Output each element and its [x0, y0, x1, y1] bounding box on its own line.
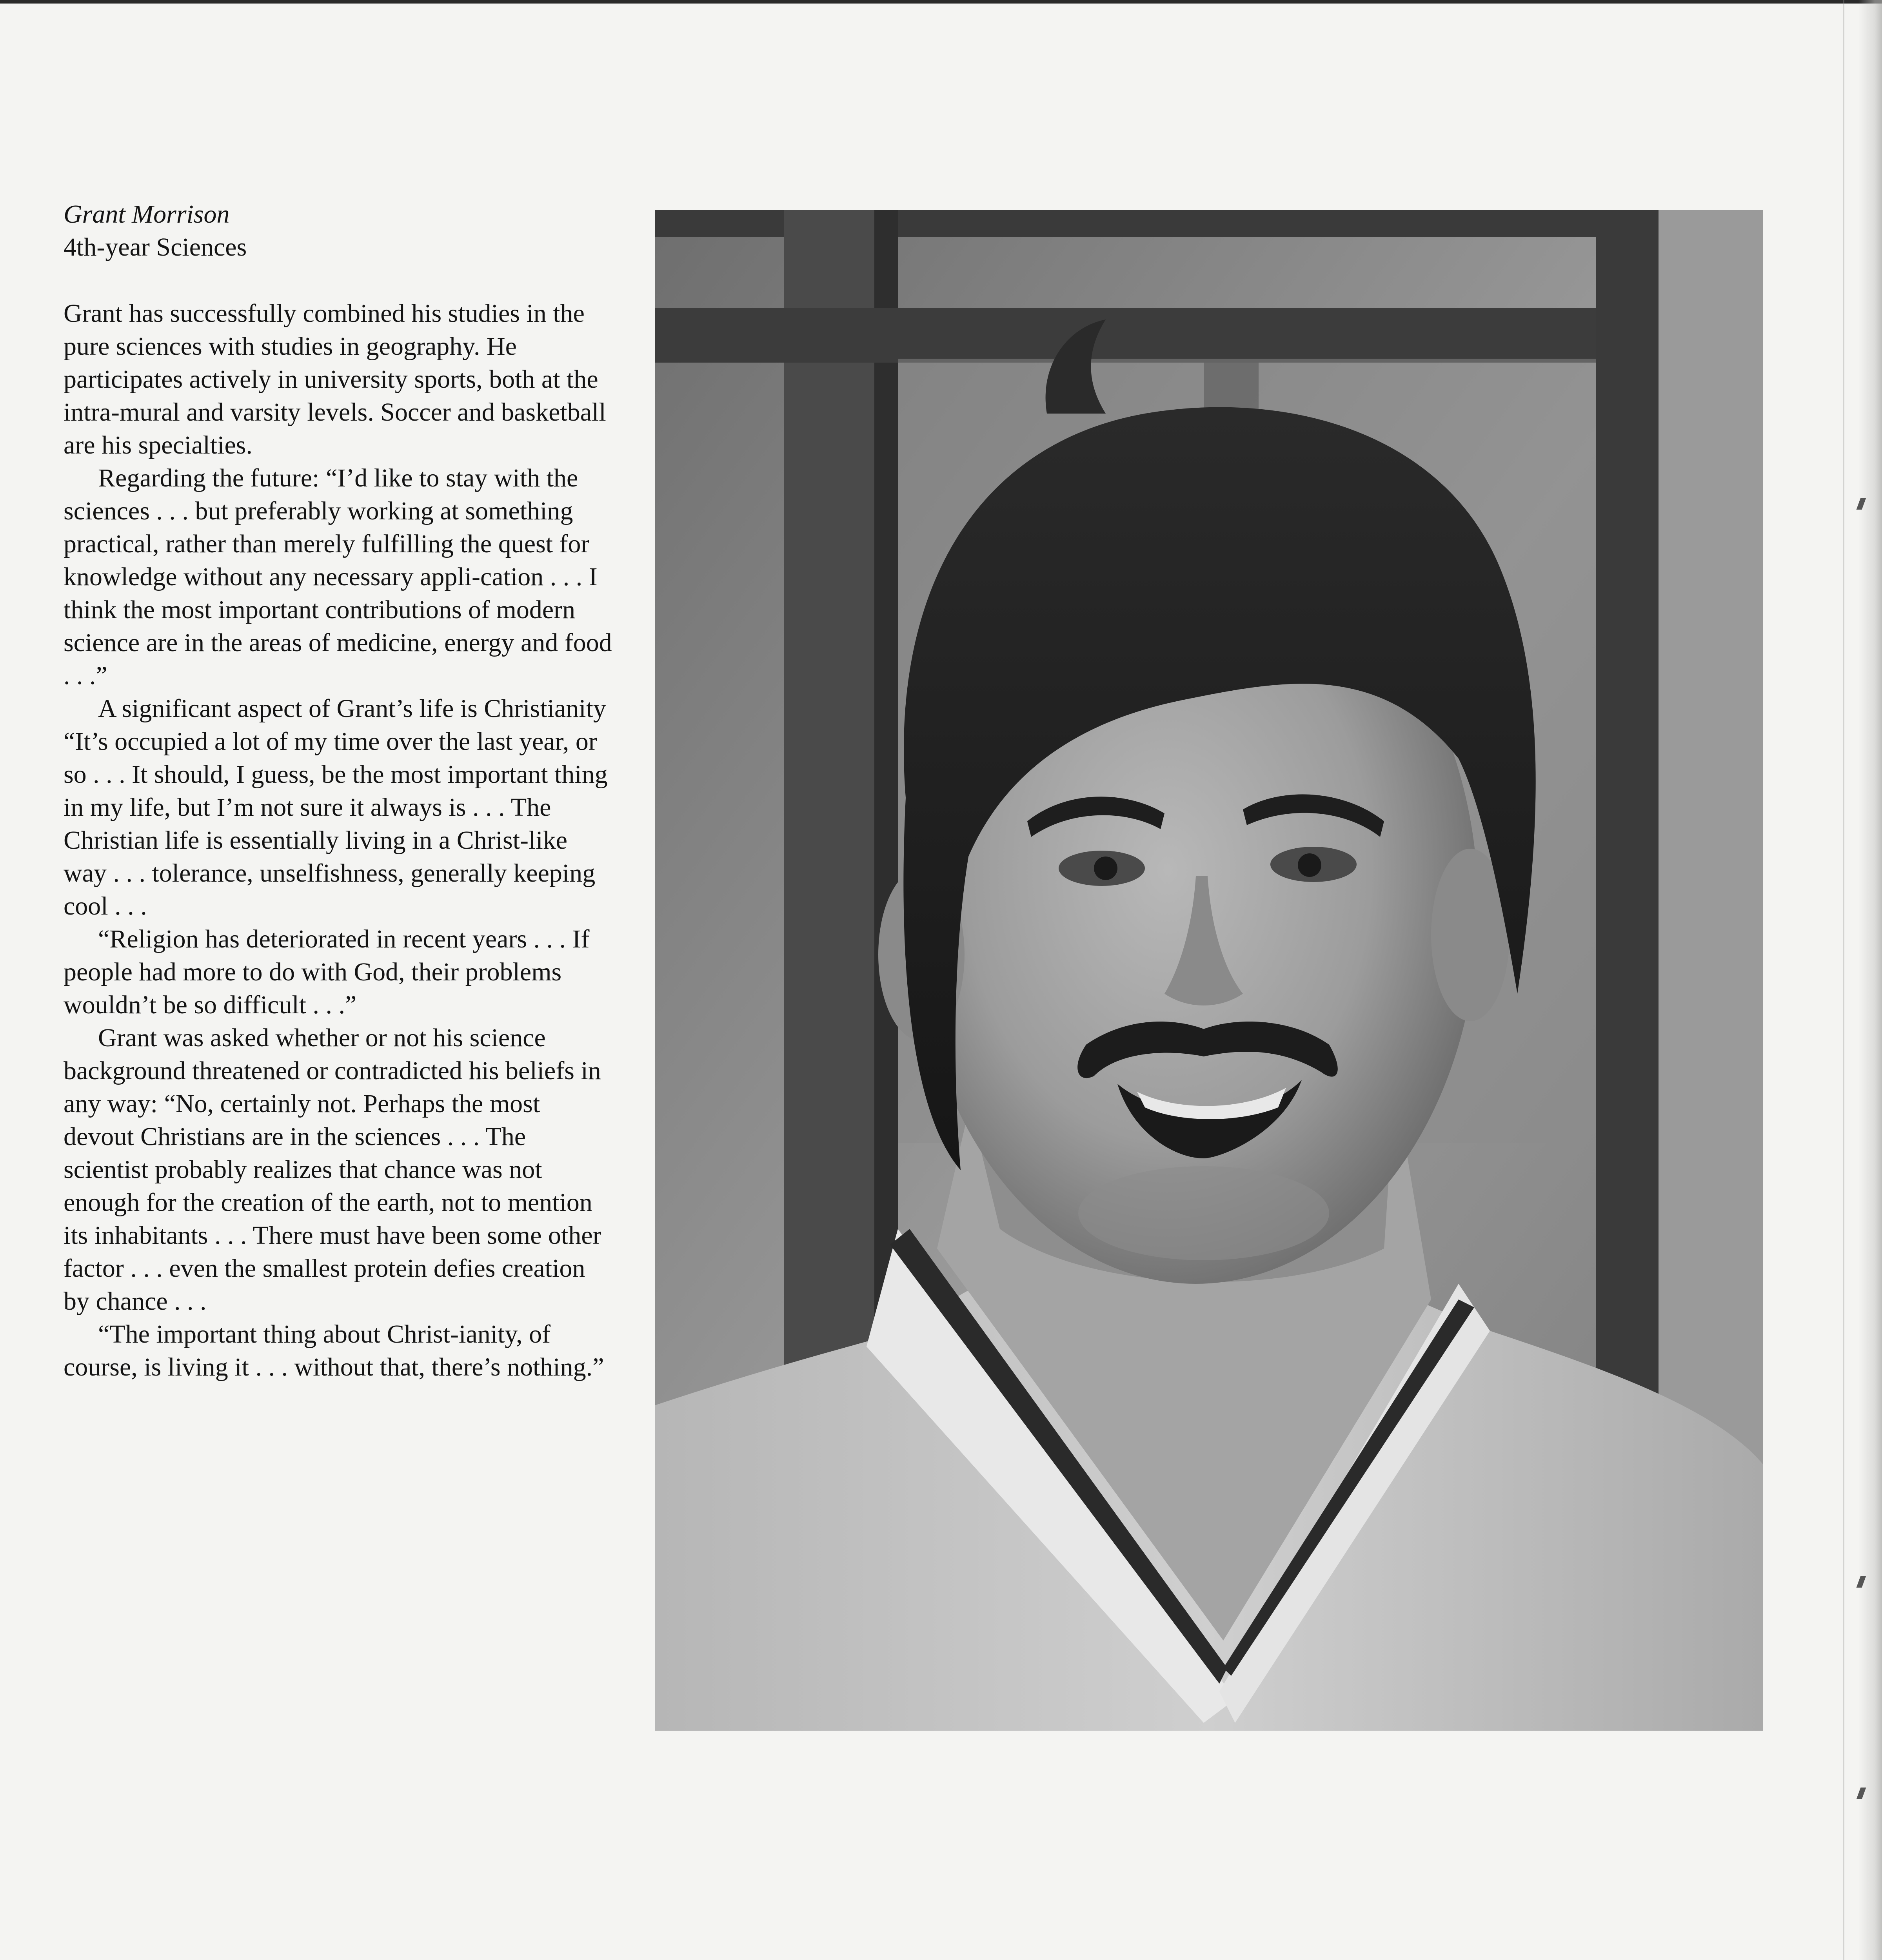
article-paragraph: Grant has successfully combined his studies in the pure sciences with studies in geography. He participates actively in university sports, both at the intra-mural and varsity levels. Soccer and basketball are his specialties.: [64, 299, 606, 459]
article-paragraph: Regarding the future: “I’d like to stay with the sciences . . . but preferably working at something practical, rather than merely fulfilling the quest for knowledge without any necessary appli-cation . . . I think the most important contributions of modern science are in the areas of medicine, energy and food . . .”: [64, 464, 612, 690]
article-paragraph: Grant was asked whether or not his science background threatened or contradicted his beliefs in any way: “No, certainly not. Perhaps the most devout Christians are in the sciences . . . The scientist probably realizes that chance was not enough for the creation of the earth, not to mention its inhabitants . . . There must have been some other factor . . . even the smallest protein defies creation by chance . . .: [64, 1024, 601, 1316]
article-column: [64, 198, 612, 1384]
page-fold: [1843, 0, 1844, 1960]
article-paragraph: “The important thing about Christ-ianity, of course, is living it . . . without that, there’s nothing.”: [64, 1320, 604, 1381]
student-name: Grant Morrison: [64, 200, 230, 229]
portrait-photo: [655, 210, 1763, 1731]
article-paragraph: “Religion has deteriorated in recent years . . . If people had more to do with God, their problems wouldn’t be so difficult . . .”: [64, 925, 590, 1019]
page-edge-shadow: [1858, 0, 1882, 1960]
student-program: 4th-year Sciences: [64, 233, 247, 261]
article-paragraph: A significant aspect of Grant’s life is Christianity “It’s occupied a lot of my time over the last year, or so . . . It should, I guess, be the most important thing in my life, but I’m not sure it always is . . . The Christian life is essentially living in a Christ-like way . . . tolerance, unselfishness, generally keeping cool . . .: [64, 694, 608, 920]
top-edge-rule: [0, 0, 1882, 4]
